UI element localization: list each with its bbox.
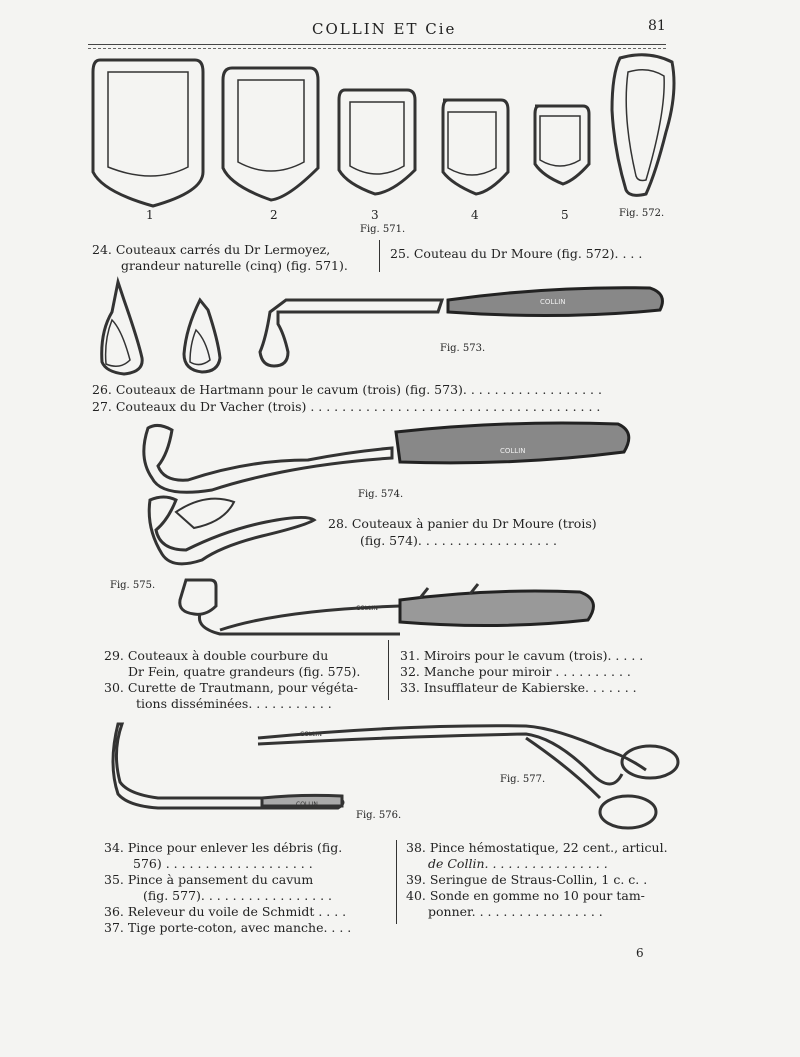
item-38-line1: 38. Pince hémostatique, 22 cent., articul.	[406, 840, 668, 855]
fig577-brand: COLLIN	[300, 731, 322, 738]
fig571-caption: Fig. 571.	[360, 224, 406, 235]
fig571-label-5: 5	[561, 208, 569, 222]
item-27: 27. Couteaux du Dr Vacher (trois) . . . . . . . . . . . . . . . . . . . . . . . . . . . . . . . . . . . . .	[92, 399, 601, 414]
fig571-label-2: 2	[270, 208, 278, 222]
item-24-line1: 24. Couteaux carrés du Dr Lermoyez,	[92, 242, 331, 257]
item-38-line2: de Collin. . . . . . . . . . . . . . . .	[428, 856, 608, 871]
item-26: 26. Couteaux de Hartmann pour le cavum (trois) (fig. 573). . . . . . . . . . . . . . . . . .	[92, 382, 602, 397]
item-31: 31. Miroirs pour le cavum (trois). . . . .	[400, 648, 644, 663]
item-30-line1: 30. Curette de Trautmann, pour végéta-	[104, 680, 358, 695]
item-37: 37. Tige porte-coton, avec manche. . . .	[104, 920, 352, 935]
signature-mark: 6	[636, 946, 644, 960]
fig576-caption: Fig. 576.	[356, 810, 402, 821]
item-28-line2: (fig. 574). . . . . . . . . . . . . . . . . .	[360, 533, 557, 548]
running-header-title: COLLIN ET Cie	[312, 20, 457, 38]
fig577-caption: Fig. 577.	[500, 774, 546, 785]
item-33: 33. Insufflateur de Kabierske. . . . . . .	[400, 680, 637, 695]
fig573-caption: Fig. 573.	[440, 343, 486, 354]
item-28-line1: 28. Couteaux à panier du Dr Moure (trois)	[328, 516, 597, 531]
page-number: 81	[648, 18, 666, 34]
column-divider	[396, 840, 397, 924]
item-25: 25. Couteau du Dr Moure (fig. 572). . . .	[390, 246, 643, 261]
item-39: 39. Seringue de Straus-Collin, 1 c. c. .	[406, 872, 648, 887]
fig574-brand: COLLIN	[500, 447, 526, 455]
fig573-brand: COLLIN	[540, 298, 566, 306]
item-32: 32. Manche pour miroir . . . . . . . . . .	[400, 664, 631, 679]
fig572-caption: Fig. 572.	[619, 208, 665, 219]
item-24-line2: grandeur naturelle (cinq) (fig. 571).	[121, 258, 348, 273]
item-34-line1: 34. Pince pour enlever les débris (fig.	[104, 840, 343, 855]
item-36: 36. Releveur du voile de Schmidt . . . .	[104, 904, 347, 919]
fig571-label-1: 1	[146, 208, 154, 222]
item-30-line2: tions disséminées. . . . . . . . . . .	[136, 696, 332, 711]
item-29-line1: 29. Couteaux à double courbure du	[104, 648, 329, 663]
item-40-line1: 40. Sonde en gomme no 10 pour tam-	[406, 888, 645, 903]
fig575-brand: COLLIN	[356, 605, 378, 612]
item-35-line2: (fig. 577). . . . . . . . . . . . . . . . .	[143, 888, 333, 903]
item-34-line2: 576) . . . . . . . . . . . . . . . . . . .	[133, 856, 313, 871]
item-40-line2: ponner. . . . . . . . . . . . . . . . .	[428, 904, 603, 919]
fig574-caption: Fig. 574.	[358, 489, 404, 500]
fig571-label-3: 3	[371, 208, 379, 222]
fig575-caption: Fig. 575.	[110, 580, 156, 591]
fig571-label-4: 4	[471, 208, 479, 222]
fig576-brand: COLLIN	[296, 801, 318, 808]
item-29-line2: Dr Fein, quatre grandeurs (fig. 575).	[128, 664, 361, 679]
item-35-line1: 35. Pince à pansement du cavum	[104, 872, 314, 887]
